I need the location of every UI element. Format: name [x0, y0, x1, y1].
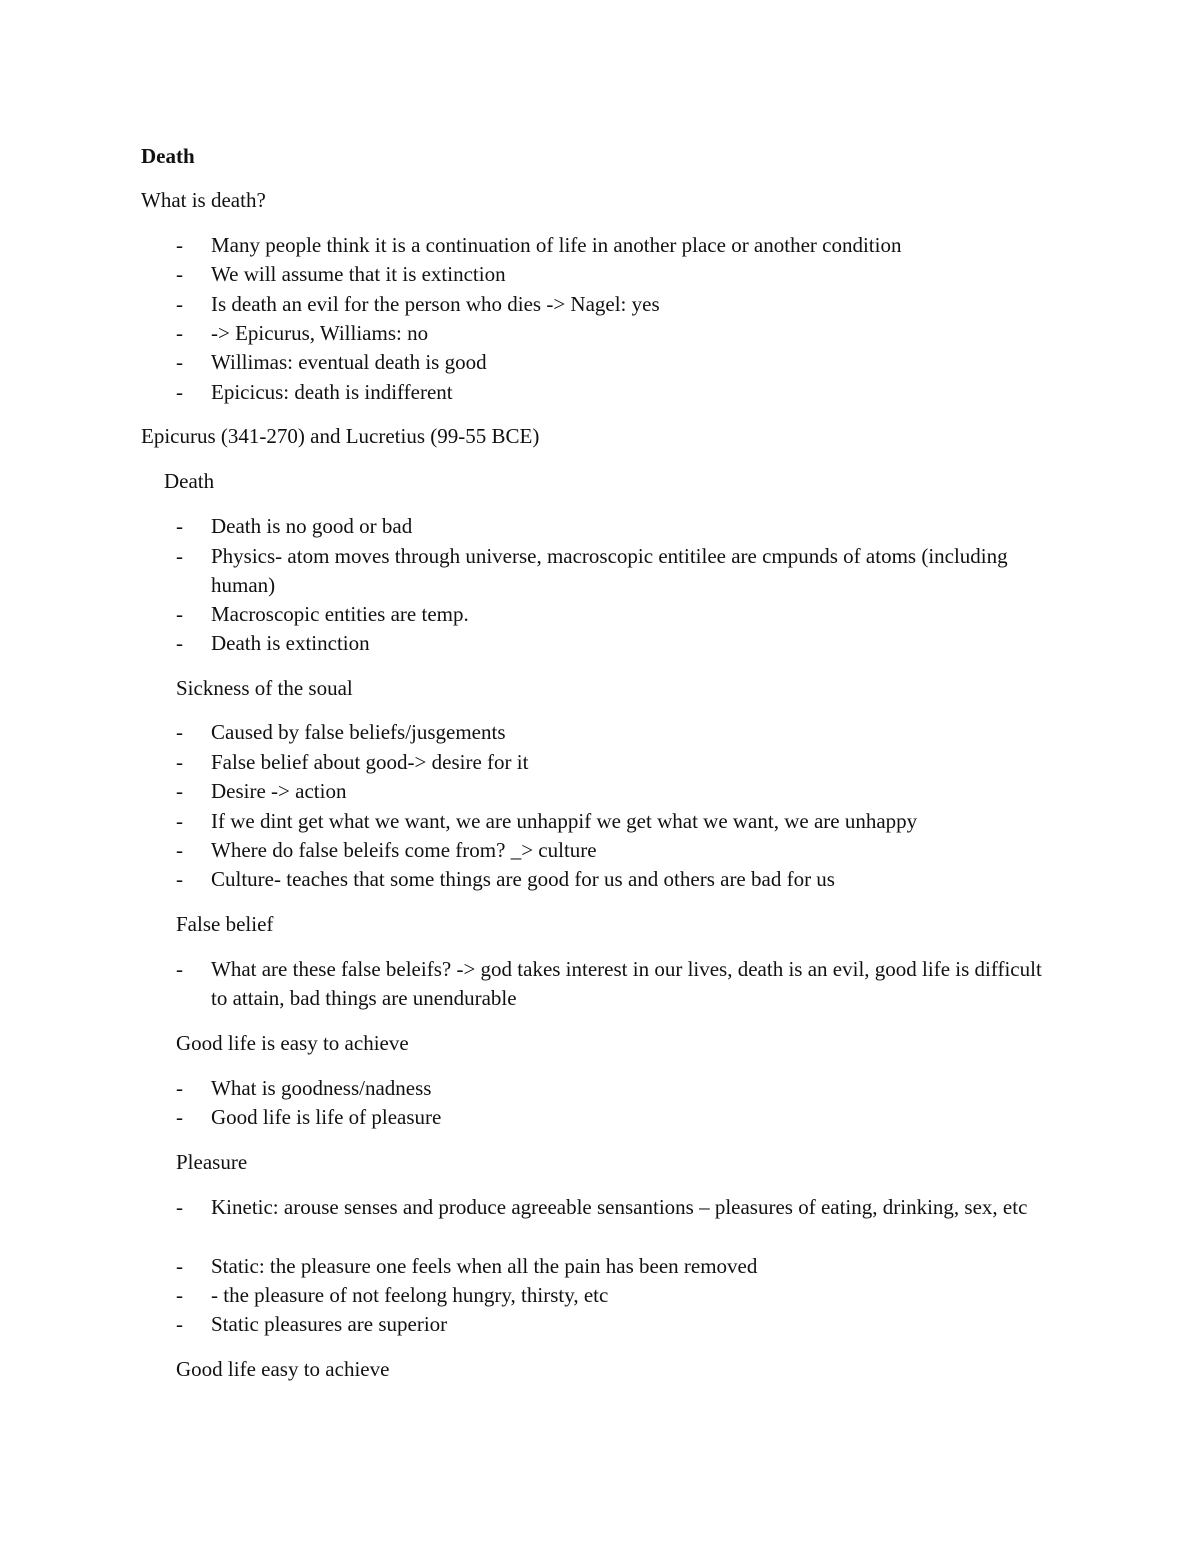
list-item: Culture- teaches that some things are good for us and others are bad for us — [211, 867, 835, 891]
list-item: Kinetic: arouse senses and produce agreeable sensantions – pleasures of eating, drinking, sex, etc — [211, 1195, 1028, 1219]
question-heading: What is death? — [141, 188, 266, 212]
bullet-dash: - — [176, 1105, 183, 1129]
bullet-dash: - — [176, 1312, 183, 1336]
bullet-dash: - — [176, 750, 183, 774]
subheading-sickness: Sickness of the soual — [176, 676, 353, 700]
list-item: We will assume that it is extinction — [211, 262, 506, 286]
list-item: Death is no good or bad — [211, 514, 413, 538]
bullet-dash: - — [176, 1254, 183, 1278]
list-item: What is goodness/nadness — [211, 1076, 432, 1100]
list-item: Epicicus: death is indifferent — [211, 380, 453, 404]
bullet-dash: - — [176, 380, 183, 404]
bullet-dash: - — [176, 544, 183, 568]
list-item: Caused by false beliefs/jusgements — [211, 720, 506, 744]
list-item: -> Epicurus, Williams: no — [211, 321, 429, 345]
section-heading: Epicurus (341-270) and Lucretius (99-55 BCE) — [141, 424, 540, 448]
list-item: Is death an evil for the person who dies -> Nagel: yes — [211, 292, 660, 316]
list-item: Many people think it is a continuation of life in another place or another condition — [211, 233, 902, 257]
list-item: Willimas: eventual death is good — [211, 350, 487, 374]
list-item: Where do false beleifs come from? _> culture — [211, 838, 597, 862]
bullet-dash: - — [176, 514, 183, 538]
list-item: Death is extinction — [211, 631, 370, 655]
bullet-dash: - — [176, 262, 183, 286]
bullet-dash: - — [176, 233, 183, 257]
list-item: False belief about good-> desire for it — [211, 750, 529, 774]
bullet-dash: - — [176, 867, 183, 891]
list-item: - the pleasure of not feelong hungry, thirsty, etc — [211, 1283, 609, 1307]
subheading-good-life: Good life is easy to achieve — [176, 1031, 409, 1055]
bullet-dash: - — [176, 631, 183, 655]
list-item: What are these false beleifs? -> god takes interest in our lives, death is an evil, good life is difficult to attain, bad things are unendurable — [211, 957, 1042, 1010]
bullet-dash: - — [176, 1195, 183, 1219]
list-item: Static: the pleasure one feels when all the pain has been removed — [211, 1254, 758, 1278]
bullet-dash: - — [176, 779, 183, 803]
bullet-dash: - — [176, 350, 183, 374]
bullet-dash: - — [176, 1283, 183, 1307]
subheading-false-belief: False belief — [176, 912, 274, 936]
bullet-dash: - — [176, 602, 183, 626]
list-item: Desire -> action — [211, 779, 347, 803]
bullet-dash: - — [176, 720, 183, 744]
list-item: Physics- atom moves through universe, macroscopic entitilee are cmpunds of atoms (including human) — [211, 544, 1008, 597]
bullet-dash: - — [176, 809, 183, 833]
subheading-good-life-2: Good life easy to achieve — [176, 1357, 390, 1381]
bullet-dash: - — [176, 1076, 183, 1100]
bullet-dash: - — [176, 321, 183, 345]
subheading-pleasure: Pleasure — [176, 1150, 248, 1174]
subheading-death: Death — [164, 469, 215, 493]
list-item: Static pleasures are superior — [211, 1312, 448, 1336]
bullet-dash: - — [176, 957, 183, 981]
bullet-dash: - — [176, 838, 183, 862]
bullet-dash: - — [176, 292, 183, 316]
page-title: Death — [141, 144, 195, 168]
list-item: Macroscopic entities are temp. — [211, 602, 469, 626]
list-item: If we dint get what we want, we are unhappif we get what we want, we are unhappy — [211, 809, 918, 833]
list-item: Good life is life of pleasure — [211, 1105, 442, 1129]
